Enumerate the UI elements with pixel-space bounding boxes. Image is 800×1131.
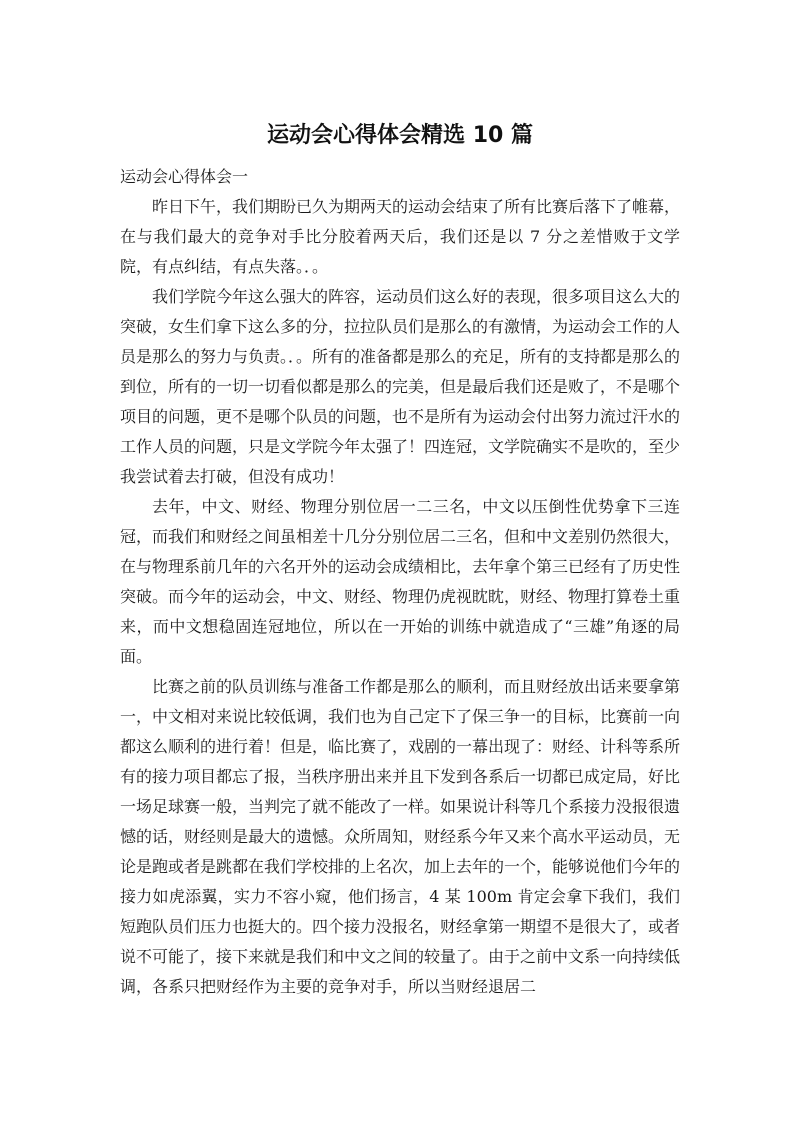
paragraph-1: 昨日下午，我们期盼已久为期两天的运动会结束了所有比赛后落下了帷幕，在与我们最大的竞争对手比分胶着两天后，我们还是以 7 分之差惜败于文学院，有点纠结，有点失落。．。 bbox=[120, 197, 681, 276]
paragraph-3: 去年，中文、财经、物理分别位居一二三名，中文以压倒性优势拿下三连冠，而我们和财经之间虽相差十几分分别位居二三名，但和中文差别仍然很大，在与物理系前几年的六名开外的运动会成绩相比，去年拿个第三已经有了历史性突破。而今年的运动会，中文、财经、物理仍虎视眈眈，财经、物理打算卷土重来，而中文想稳固连冠地位，所以在一开始的训练中就造成了“三雄”角逐的局面。 bbox=[120, 497, 681, 666]
document-title: 运动会心得体会精选 10 篇 bbox=[267, 123, 533, 148]
paragraph-4: 比赛之前的队员训练与准备工作都是那么的顺利，而且财经放出话来要拿第一，中文相对来说比较低调，我们也为自己定下了保三争一的目标，比赛前一向都这么顺利的进行着！但是，临比赛了，戏剧的一幕出现了：财经、计科等系所有的接力项目都忘了报，当秩序册出来并且下发到各系后一切都已成定局，好比一场足球赛一般，当判完了就不能改了一样。如果说计科等几个系接力没报很遗憾的话，财经则是最大的遗憾。众所周知，财经系今年又来个高水平运动员，无论是跑或者是跳都在我们学校排的上名次，加上去年的一个，能够说他们今年的接力如虎添翼，实力不容小窥，他们扬言，4 某 100m 肯定会拿下我们，我们短跑队员们压力也挺大的。四个接力没报名，财经拿第一期望不是很大了，或者说不可能了，接下来就是我们和中文之间的较量了。由于之前中文系一向持续低调，各系只把财经作为主要的竞争对手，所以当财经退居二 bbox=[120, 677, 681, 996]
document-body bbox=[120, 162, 680, 1002]
section-heading: 运动会心得体会一 bbox=[120, 167, 249, 186]
paragraph-2: 我们学院今年这么强大的阵容，运动员们这么好的表现，很多项目这么大的突破，女生们拿下这么多的分，拉拉队员们是那么的有激情，为运动会工作的人员是那么的努力与负责。．。所有的准备都是那么的充足，所有的支持都是那么的到位，所有的一切一切看似都是那么的完美，但是最后我们还是败了，不是哪个项目的问题，更不是哪个队员的问题，也不是所有为运动会付出努力流过汗水的工作人员的问题，只是文学院今年太强了！四连冠，文学院确实不是吹的，至少我尝试着去打破，但没有成功！ bbox=[120, 287, 681, 486]
